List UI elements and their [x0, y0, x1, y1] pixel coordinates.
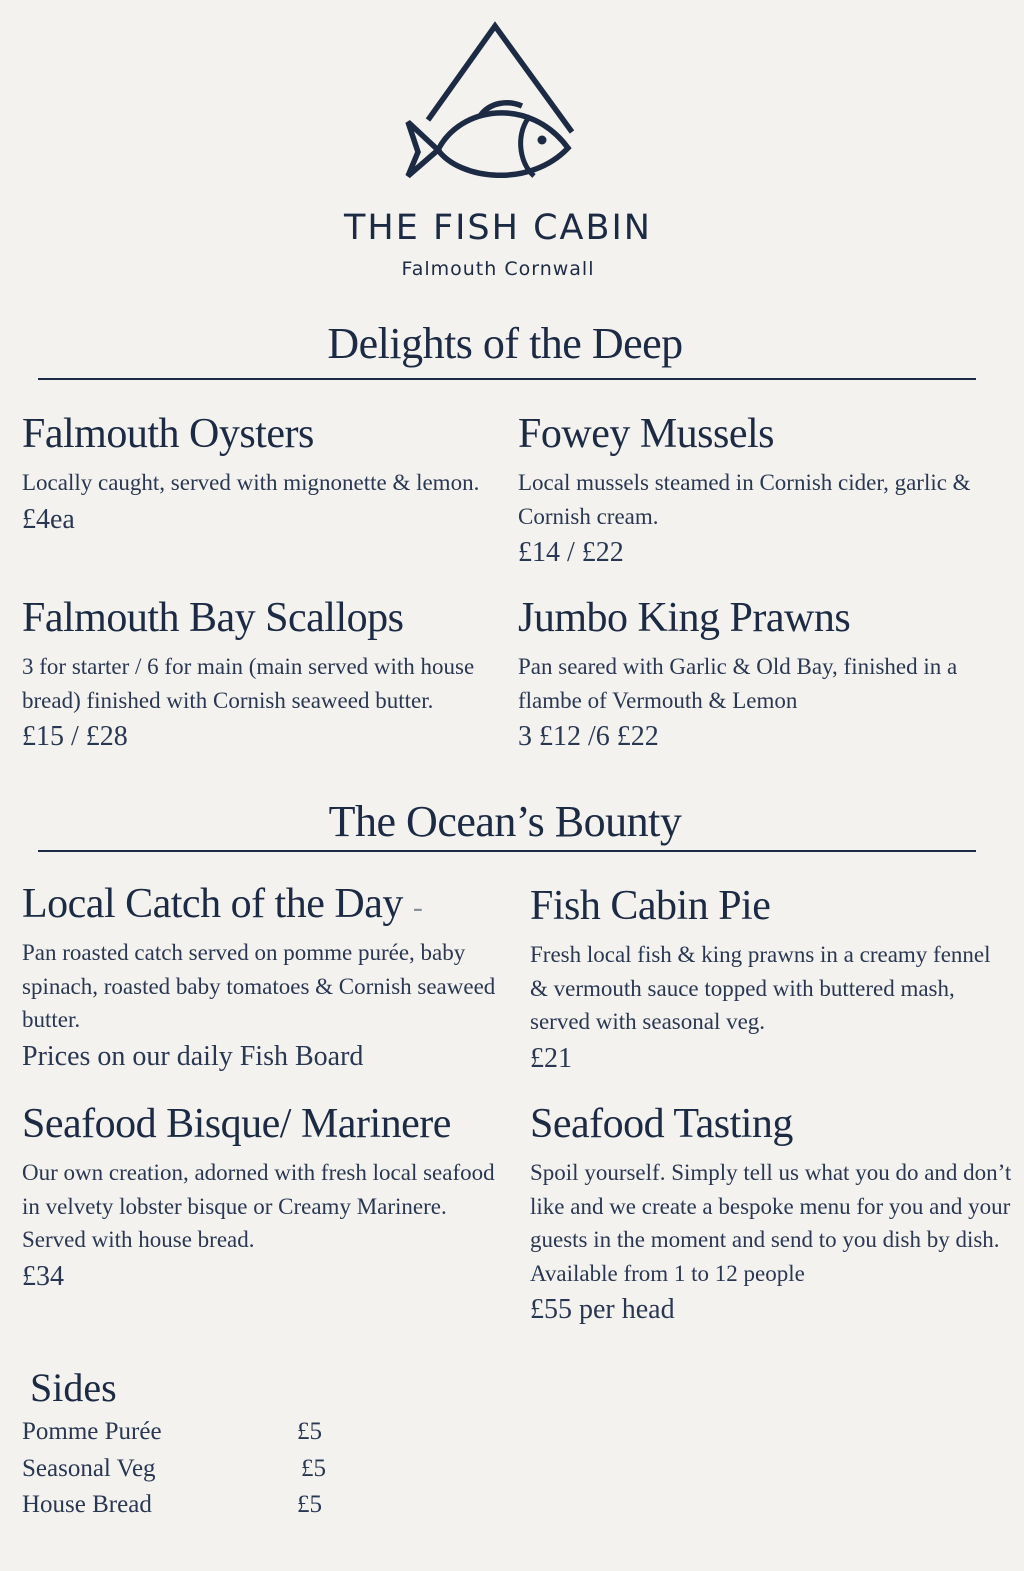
item-name: Falmouth Oysters — [22, 411, 314, 457]
item-name: Seafood Bisque/ Marinere — [22, 1101, 451, 1147]
section-title-delights: Delights of the Deep — [327, 319, 683, 368]
item-name: Fish Cabin Pie — [530, 883, 771, 929]
item-price: £15 / £28 — [22, 721, 128, 752]
side-name: Pomme Purée — [22, 1418, 162, 1445]
item-description: Pan roasted catch served on pomme purée, baby spinach, roasted baby tomatoes & Cornish seaweed butter. — [22, 940, 496, 1032]
item-name: Local Catch of the Day - — [22, 881, 423, 927]
side-item — [22, 1455, 342, 1483]
section-divider — [38, 850, 976, 852]
item-description: Fresh local fish & king prawns in a creamy fennel & vermouth sauce topped with buttered mash, served with seasonal veg. — [530, 942, 991, 1034]
side-price: £5 — [297, 1418, 322, 1445]
item-description: Our own creation, adorned with fresh local seafood in velvety lobster bisque or Creamy Marinere. Served with house bread. — [22, 1160, 495, 1252]
side-item — [22, 1418, 342, 1446]
side-item — [22, 1491, 342, 1519]
menu-item — [518, 410, 998, 571]
item-price: £14 / £22 — [518, 537, 624, 568]
item-name: Falmouth Bay Scallops — [22, 595, 404, 641]
item-price: £4ea — [22, 503, 75, 535]
item-name: Jumbo King Prawns — [518, 595, 851, 641]
side-price: £5 — [297, 1491, 322, 1518]
item-name: Seafood Tasting — [530, 1101, 793, 1147]
item-price: £34 — [22, 1260, 64, 1292]
menu-item — [22, 1100, 500, 1295]
item-price: £21 — [530, 1042, 572, 1074]
item-name: Fowey Mussels — [518, 411, 775, 457]
item-description: Local mussels steamed in Cornish cider, garlic & Cornish cream. — [518, 470, 971, 529]
item-name-dash: - — [412, 891, 423, 924]
menu-item — [22, 880, 500, 1075]
brand-name: THE FISH CABIN — [344, 208, 652, 248]
menu-item — [530, 882, 1010, 1077]
item-description: 3 for starter / 6 for main (main served with house bread) finished with Cornish seaweed butter. — [22, 654, 475, 713]
item-description: Spoil yourself. Simply tell us what you do and don’t like and we create a bespoke menu for you and your guests in the moment and send to you dish by dish. Available from 1 to 12 people — [530, 1160, 1012, 1286]
side-name: House Bread — [22, 1491, 152, 1518]
side-price: £5 — [301, 1455, 326, 1482]
section-divider — [38, 378, 976, 380]
item-price: £55 per head — [530, 1294, 675, 1325]
side-name: Seasonal Veg — [22, 1455, 156, 1482]
item-description: Locally caught, served with mignonette & lemon. — [22, 470, 480, 495]
fish-in-triangle-icon — [400, 20, 580, 188]
item-price: 3 £12 /6 £22 — [518, 721, 659, 752]
item-description: Pan seared with Garlic & Old Bay, finished in a flambe of Vermouth & Lemon — [518, 654, 958, 713]
section-title-ocean-bounty: The Ocean’s Bounty — [328, 797, 682, 846]
item-price: Prices on our daily Fish Board — [22, 1040, 364, 1072]
brand-location: Falmouth Cornwall — [401, 258, 595, 280]
menu-item — [22, 410, 502, 538]
menu-item — [22, 594, 500, 755]
menu-item — [530, 1100, 1014, 1328]
menu-item — [518, 594, 998, 755]
sides-title: Sides — [30, 1365, 117, 1410]
